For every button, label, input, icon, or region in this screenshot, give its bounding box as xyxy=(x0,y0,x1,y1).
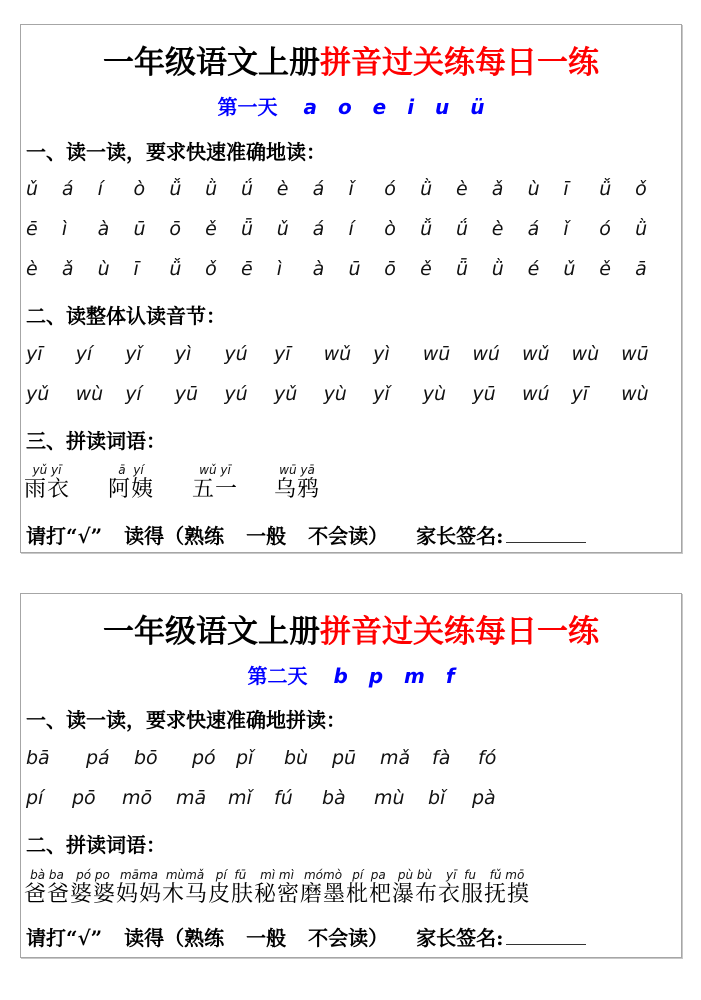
pinyin-item: yí xyxy=(75,343,93,365)
pinyin-item: bā xyxy=(26,747,50,769)
pinyin-item: yǐ xyxy=(373,383,390,405)
pinyin-item: ǚ xyxy=(169,178,182,200)
day-subtitle xyxy=(21,91,681,120)
tone-row-1 xyxy=(26,178,671,200)
pinyin-item: ì xyxy=(61,218,68,240)
pinyin-item: bà xyxy=(322,787,346,809)
word-hanzi: 妈妈 xyxy=(116,882,163,907)
pinyin-item: ě xyxy=(205,218,217,240)
word-item xyxy=(162,869,208,908)
pinyin-item: ī xyxy=(563,178,569,200)
pinyin-item: bù xyxy=(284,747,309,769)
word-hanzi: 木马 xyxy=(162,882,209,907)
pinyin-item: á xyxy=(527,218,540,240)
word-pinyin: mì mì xyxy=(260,868,294,882)
word-pinyin: yī fu xyxy=(446,868,476,882)
pinyin-item: ǔ xyxy=(563,258,576,280)
pinyin-item: ǜ xyxy=(205,178,218,200)
day-subtitle xyxy=(21,660,681,689)
syllable-row-2 xyxy=(26,787,671,811)
word-item xyxy=(392,869,438,908)
check-instruction: 请打“√” xyxy=(26,524,103,548)
option-cannot-read[interactable]: 不会读） xyxy=(308,926,389,950)
pinyin-item: ǚ xyxy=(169,258,182,280)
pinyin-item: pí xyxy=(26,787,44,809)
word-item xyxy=(438,869,484,908)
word-item xyxy=(70,869,116,908)
tone-row-2 xyxy=(26,218,671,240)
word-hanzi: 阿姨 xyxy=(108,477,155,502)
pinyin-item: ó xyxy=(384,178,396,200)
pinyin-item: á xyxy=(61,178,74,200)
pinyin-item: ù xyxy=(97,258,110,280)
pinyin-item: pō xyxy=(72,787,96,809)
word-item xyxy=(24,869,70,908)
pinyin-item: mā xyxy=(176,787,207,809)
word-hanzi: 秘密 xyxy=(254,882,301,907)
pinyin-item: ī xyxy=(133,258,139,280)
pinyin-item: yū xyxy=(472,383,496,405)
word-item xyxy=(208,869,254,908)
rating-footer xyxy=(26,922,663,951)
pinyin-item: ō xyxy=(384,258,396,280)
pinyin-item: é xyxy=(527,258,540,280)
pinyin-item: wū xyxy=(422,343,451,365)
word-hanzi: 皮肤 xyxy=(208,882,255,907)
word-hanzi: 瀑布 xyxy=(392,882,439,907)
pinyin-item: è xyxy=(491,218,504,240)
pinyin-item: yǔ xyxy=(26,383,50,405)
pinyin-item: mǎ xyxy=(380,747,411,769)
check-instruction: 请打“√” xyxy=(26,926,103,950)
pinyin-item: ě xyxy=(599,258,611,280)
pinyin-item: à xyxy=(97,218,110,240)
pinyin-item: fú xyxy=(274,787,293,809)
focus-letters: a o e i u ü xyxy=(303,95,485,119)
word-pinyin: bà ba xyxy=(30,868,64,882)
pinyin-item: yù xyxy=(323,383,347,405)
option-cannot-read[interactable]: 不会读） xyxy=(308,524,389,548)
word-pinyin: mùmǎ xyxy=(165,868,205,882)
pinyin-item: ì xyxy=(276,258,283,280)
pinyin-item: yì xyxy=(373,343,390,365)
word-pinyin: mómò xyxy=(303,868,343,882)
word-item xyxy=(254,869,300,908)
pinyin-item: ǜ xyxy=(491,258,504,280)
syllable-row-2 xyxy=(26,383,671,405)
word-pinyin: pí pa xyxy=(352,868,386,882)
worksheet-day-2 xyxy=(20,593,682,958)
word-pinyin: pí fū xyxy=(215,868,247,882)
pinyin-item: í xyxy=(348,218,354,240)
word-hanzi: 爸爸 xyxy=(24,882,71,907)
pinyin-item: yú xyxy=(224,383,248,405)
pinyin-item: yī xyxy=(26,343,43,365)
pinyin-item: wǔ xyxy=(521,343,550,365)
pinyin-item: ǜ xyxy=(635,218,648,240)
pinyin-item: á xyxy=(312,178,325,200)
pinyin-item: ǘ xyxy=(240,178,254,200)
worksheet-title xyxy=(21,606,681,651)
pinyin-item: ǘ xyxy=(455,218,468,240)
rating-footer xyxy=(26,520,663,549)
word-item xyxy=(300,869,346,908)
pinyin-item: ō xyxy=(169,218,181,240)
parent-signature-label: 家长签名: xyxy=(416,524,504,548)
word-pinyin: ā yí xyxy=(118,463,144,477)
pinyin-item: mù xyxy=(374,787,405,809)
title-black-part: 一年级语文上册 xyxy=(103,45,320,81)
word-hanzi: 衣服 xyxy=(438,882,485,907)
word-hanzi: 枇杷 xyxy=(346,882,393,907)
pinyin-item: ǐ xyxy=(348,178,354,200)
day-label: 第一天 xyxy=(217,95,278,119)
word-hanzi: 乌鸦 xyxy=(274,477,321,502)
pinyin-item: pū xyxy=(332,747,357,769)
pinyin-item: á xyxy=(312,218,325,240)
pinyin-item: ē xyxy=(240,258,253,280)
pinyin-item: wù xyxy=(621,383,649,405)
word-hanzi: 婆婆 xyxy=(70,882,117,907)
pinyin-item: pǐ xyxy=(236,747,254,769)
pinyin-item: ǖ xyxy=(240,218,254,240)
word-list xyxy=(24,464,673,510)
pinyin-item: yí xyxy=(125,383,142,405)
pinyin-item: ā xyxy=(635,258,647,280)
word-pinyin: fǔ mō xyxy=(489,868,525,882)
day-label: 第二天 xyxy=(247,664,308,688)
pinyin-item: yú xyxy=(224,343,248,365)
title-red-part: 拼音过关练每日一练 xyxy=(320,614,599,650)
pinyin-item: wū xyxy=(621,343,649,365)
pinyin-item: ǒ xyxy=(635,178,647,200)
pinyin-item: fà xyxy=(432,747,451,769)
pinyin-item: mō xyxy=(122,787,153,809)
pinyin-item: ǚ xyxy=(420,218,433,240)
focus-letters: b p m f xyxy=(333,664,455,688)
pinyin-item: yī xyxy=(571,383,589,405)
pinyin-item: yǔ xyxy=(273,383,298,405)
word-hanzi: 磨墨 xyxy=(300,882,347,907)
parent-signature-label: 家长签名: xyxy=(416,926,504,950)
pinyin-item: bō xyxy=(134,747,158,769)
pinyin-item: pó xyxy=(192,747,216,769)
pinyin-item: yǐ xyxy=(125,343,142,365)
pinyin-item: ū xyxy=(133,218,146,240)
pinyin-item: mǐ xyxy=(228,787,252,809)
pinyin-item: è xyxy=(26,258,38,280)
title-red-part: 拼音过关练每日一练 xyxy=(320,45,599,81)
pinyin-item: ǔ xyxy=(26,178,39,200)
word-item xyxy=(24,464,70,503)
pinyin-item: ù xyxy=(527,178,540,200)
pinyin-item: ē xyxy=(26,218,38,240)
word-pinyin: wū yā xyxy=(279,463,315,477)
parent-signature-line[interactable] xyxy=(506,524,586,543)
pinyin-item: fó xyxy=(478,747,497,769)
pinyin-item: yī xyxy=(273,343,291,365)
pinyin-item: ǎ xyxy=(61,258,74,280)
word-pinyin: pó po xyxy=(76,868,110,882)
word-item xyxy=(116,869,162,908)
word-hanzi: 雨衣 xyxy=(24,477,71,502)
pinyin-item: ǖ xyxy=(455,258,468,280)
option-average[interactable]: 一般 xyxy=(246,926,287,950)
parent-signature-line[interactable] xyxy=(506,926,586,945)
word-item xyxy=(274,464,320,503)
pinyin-item: wù xyxy=(571,343,600,365)
syllable-row-1 xyxy=(26,343,671,365)
pinyin-item: bǐ xyxy=(428,787,446,809)
pinyin-item: ǜ xyxy=(420,178,433,200)
pinyin-item: yū xyxy=(174,383,199,405)
section-heading-words: 三、拼读词语： xyxy=(26,429,166,453)
word-pinyin: pù bù xyxy=(397,868,433,882)
pinyin-item: yù xyxy=(422,383,447,405)
title-black-part: 一年级语文上册 xyxy=(103,614,320,650)
pinyin-item: è xyxy=(276,178,289,200)
pinyin-item: wú xyxy=(472,343,500,365)
pinyin-item: ò xyxy=(133,178,146,200)
pinyin-item: pá xyxy=(86,747,110,769)
pinyin-item: í xyxy=(97,178,103,200)
word-list xyxy=(24,869,673,915)
word-item xyxy=(346,869,392,908)
word-item xyxy=(192,464,238,503)
pinyin-item: wù xyxy=(75,383,104,405)
option-fluent[interactable]: 熟练 xyxy=(184,926,225,950)
word-hanzi: 五一 xyxy=(192,477,239,502)
pinyin-item: ǔ xyxy=(276,218,289,240)
word-pinyin: yǔ yī xyxy=(32,463,62,477)
syllable-row-1 xyxy=(26,747,671,771)
pinyin-item: yì xyxy=(174,343,192,365)
read-label: 读得（ xyxy=(124,524,185,548)
pinyin-item: ě xyxy=(420,258,432,280)
pinyin-item: è xyxy=(455,178,468,200)
pinyin-item: pà xyxy=(472,787,496,809)
pinyin-item: à xyxy=(312,258,325,280)
pinyin-item: wú xyxy=(521,383,550,405)
tone-row-3 xyxy=(26,258,671,280)
option-fluent[interactable]: 熟练 xyxy=(184,524,225,548)
pinyin-item: ū xyxy=(348,258,361,280)
pinyin-item: ǚ xyxy=(599,178,612,200)
pinyin-item: ǒ xyxy=(205,258,217,280)
word-hanzi: 抚摸 xyxy=(484,882,531,907)
section-heading-read: 一、读一读，要求快速准确地拼读： xyxy=(26,708,346,732)
option-average[interactable]: 一般 xyxy=(246,524,287,548)
pinyin-item: ó xyxy=(599,218,611,240)
section-heading-syllables: 二、读整体认读音节： xyxy=(26,304,226,328)
worksheet-day-1 xyxy=(20,24,682,553)
word-pinyin: māma xyxy=(119,868,159,882)
word-item xyxy=(108,464,154,503)
section-heading-read: 一、读一读，要求快速准确地读： xyxy=(26,140,326,164)
pinyin-item: ǐ xyxy=(563,218,569,240)
pinyin-item: ǎ xyxy=(491,178,504,200)
word-item xyxy=(484,869,530,908)
pinyin-item: ò xyxy=(384,218,396,240)
word-pinyin: wǔ yī xyxy=(199,463,231,477)
pinyin-item: wǔ xyxy=(323,343,352,365)
read-label: 读得（ xyxy=(124,926,185,950)
section-heading-words: 二、拼读词语： xyxy=(26,833,166,857)
worksheet-title xyxy=(21,37,681,82)
